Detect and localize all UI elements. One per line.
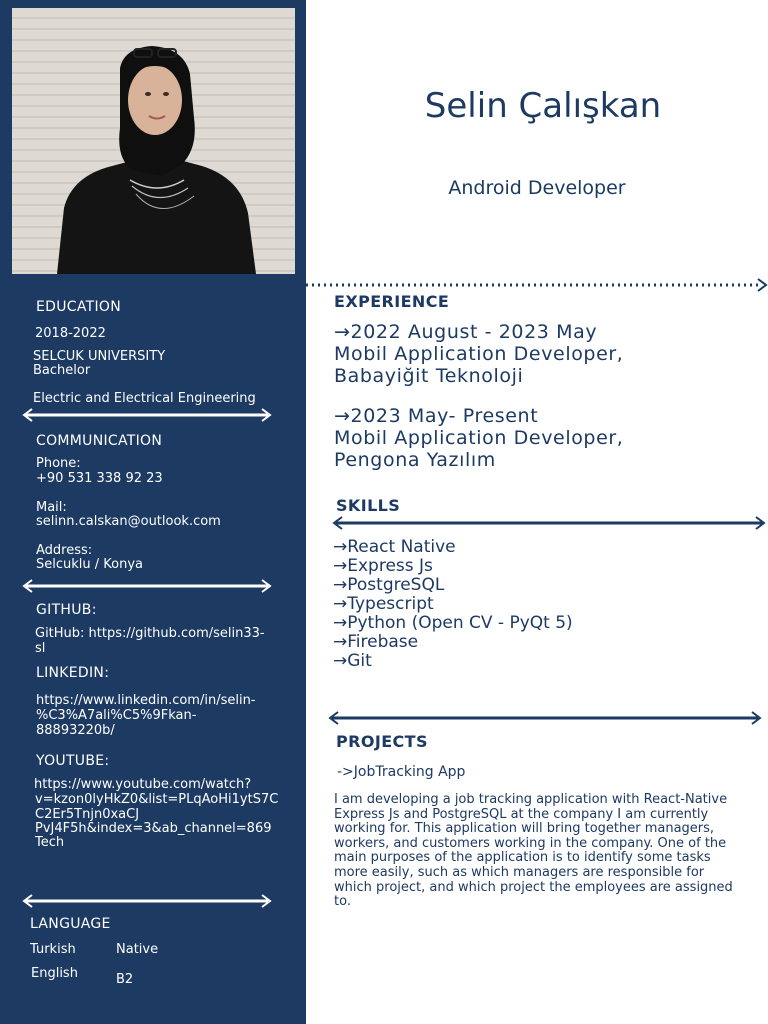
experience-company: Pengona Yazılım: [334, 449, 496, 471]
mail-value[interactable]: selinn.calskan@outlook.com: [36, 514, 221, 529]
project-description: I am developing a job tracking application with React-Native Express Js and PostgreSQL at the company I am currently working for. This application will bring together managers, workers, and customers working in the company. One of the main purposes of the application is to identify some tasks more easily, such as which managers are responsible for which project, and which project the employees are assigned to.: [334, 792, 733, 910]
skill-item: →React Native: [333, 537, 456, 557]
section-divider: [328, 711, 762, 725]
project-title: ->JobTracking App: [337, 764, 466, 780]
section-divider: [22, 579, 272, 593]
address-value: Selcuklu / Konya: [36, 557, 144, 572]
youtube-link-continued[interactable]: Tech: [35, 835, 65, 850]
youtube-link-continued[interactable]: PvJ4F5h&index=3&ab_channel=869: [35, 821, 272, 836]
linkedin-heading: LINKEDIN:: [36, 665, 110, 681]
skill-item: →Git: [333, 651, 372, 671]
skill-item: →PostgreSQL: [333, 575, 445, 595]
linkedin-link-continued[interactable]: 88893220b/: [36, 723, 115, 738]
youtube-link-continued[interactable]: C2Er5Tnjn0xaCJ: [35, 807, 140, 822]
language-heading: LANGUAGE: [30, 916, 111, 932]
youtube-link-continued[interactable]: v=kzon0lyHkZ0&list=PLqAoHi1ytS7C: [35, 792, 279, 807]
skill-item: →Python (Open CV - PyQt 5): [333, 613, 573, 633]
experience-role: Mobil Application Developer,: [334, 343, 624, 365]
communication-heading: COMMUNICATION: [36, 433, 163, 449]
mail-label: Mail:: [36, 500, 67, 515]
skill-item: →Firebase: [333, 632, 419, 652]
address-label: Address:: [36, 543, 93, 558]
youtube-heading: YOUTUBE:: [36, 753, 110, 769]
education-school: SELCUK UNIVERSITY: [33, 349, 166, 364]
skill-item: →Express Js: [333, 556, 433, 576]
github-heading: GITHUB:: [36, 602, 97, 618]
linkedin-link-continued[interactable]: %C3%A7ali%C5%9Fkan-: [36, 708, 197, 723]
phone-value: +90 531 338 92 23: [36, 471, 163, 486]
experience-heading: EXPERIENCE: [334, 292, 450, 311]
profile-photo: [12, 8, 295, 274]
language-name: Turkish: [30, 942, 76, 957]
language-level: Native: [116, 942, 159, 957]
section-divider: [22, 894, 272, 908]
linkedin-link[interactable]: https://www.linkedin.com/in/selin-: [36, 693, 256, 708]
full-name: Selin Çalışkan: [424, 86, 662, 126]
github-link-continued[interactable]: sl: [35, 641, 46, 656]
section-divider: [332, 516, 766, 530]
language-name: English: [31, 966, 78, 981]
experience-period: →2023 May- Present: [334, 405, 539, 427]
section-divider: [22, 408, 272, 422]
skills-heading: SKILLS: [336, 496, 401, 515]
education-degree: Bachelor: [33, 363, 91, 378]
skill-item: →Typescript: [333, 594, 434, 614]
youtube-link[interactable]: https://www.youtube.com/watch?: [34, 777, 252, 792]
job-title: Android Developer: [448, 177, 626, 199]
education-heading: EDUCATION: [36, 299, 122, 315]
education-years: 2018-2022: [35, 326, 106, 341]
github-link[interactable]: GitHub: https://github.com/selin33-: [35, 626, 265, 641]
education-field: Electric and Electrical Engineering: [33, 391, 256, 406]
phone-label: Phone:: [36, 456, 81, 471]
experience-role: Mobil Application Developer,: [334, 427, 624, 449]
experience-period: →2022 August - 2023 May: [334, 321, 598, 343]
projects-heading: PROJECTS: [336, 732, 428, 751]
language-level: B2: [116, 972, 134, 987]
header-divider: [20, 278, 768, 292]
experience-company: Babayiğit Teknoloji: [334, 365, 524, 387]
